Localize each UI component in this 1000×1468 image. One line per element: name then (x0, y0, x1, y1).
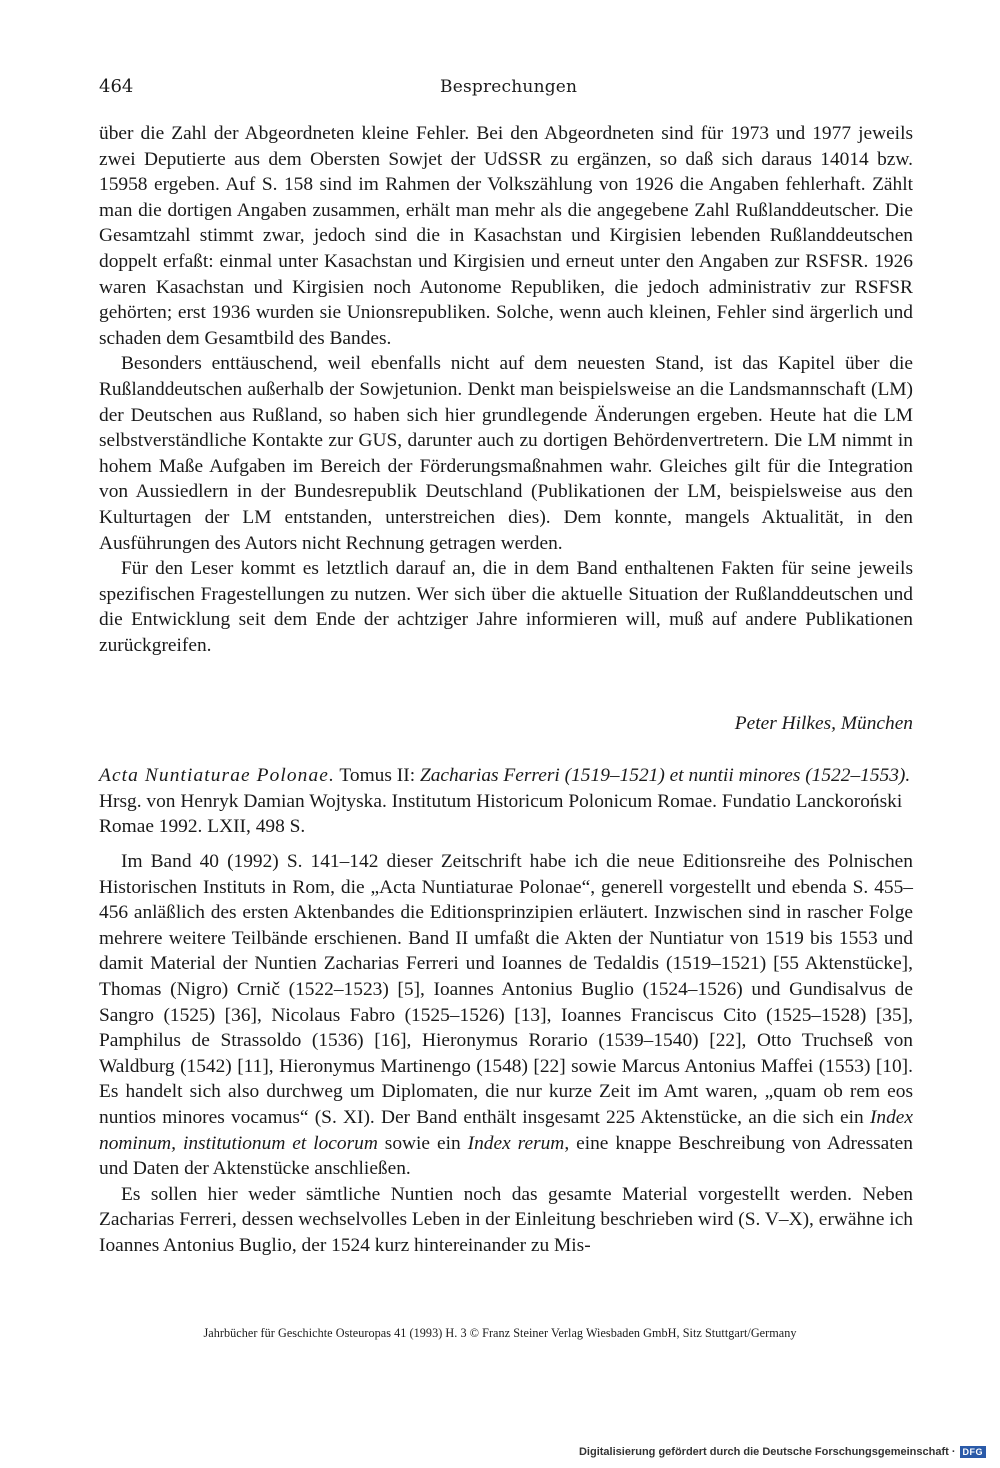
page-number: 464 (99, 76, 134, 97)
paragraph (99, 849, 913, 1182)
reviewer-signature: Peter Hilkes, München (734, 713, 913, 734)
index-title: Index nominum, institutionum et locorum (99, 1106, 913, 1154)
text-run: sowie ein (377, 1132, 468, 1154)
text-run: Im Band 40 (1992) S. 141–142 dieser Zeitschrift habe ich die neue Editionsreihe des Polnischen Historischen Instituts in Rom, die „Acta Nuntiaturae Polonae“, generell vorgestellt und ebenda S. 455–456 anläßlich des ersten Aktenbandes die Editionsprinzipien erläutert. Inzwischen sind in rascher Folge mehrere weitere Teilbände erschienen. Band II umfaßt die Akten der Nuntiatur von 1519 bis 1553 und damit Material der Nuntien Zacharias Ferreri und Ioannes de Tedaldis (1519–1521) [55 Aktenstücke], Thomas (Nigro) Crnič (1522–1523) [5], Ioannes Antonius Buglio (1524–1526) und Gundisalvus de Sangro (1525) [36], Nicolaus Fabro (1525–1526) [13], Ioannes Franciscus Cito (1525–1528) [35], Pamphilus de Strassoldo (1536) [16], Hieronymus Rorario (1539–1540) [22], Otto Truchseß von Waldburg (1542) [11], Hieronymus Martinengo (1548) [22] sowie Marcus Antonius Maffei (1553) [10]. Es handelt sich also durchweg um Diplomaten, die nur kurze Zeit im Amt waren, „quam ob rem eos nuntios minores vocamus“ (S. XI). Der Band enthält insgesamt 225 Aktenstücke, an die sich ein (99, 851, 913, 1128)
paragraph: Es sollen hier weder sämtliche Nuntien noch das gesamte Material vorgestellt werden. Neben Zacharias Ferreri, dessen wechselvolles Leben in der Einleitung beschrieben wird (S. V–X), erwähne ich Ioannes Antonius Buglio, der 1524 kurz hintereinander zu Mis- (99, 1183, 913, 1256)
paragraph: Besonders enttäuschend, weil ebenfalls nicht auf dem neuesten Stand, ist das Kapitel über die Rußlanddeutschen außerhalb der Sowjetunion. Denkt man beispielsweise an die Landsmannschaft (LM) der Deutschen aus Rußland, so haben sich hier grundlegende Änderungen ergeben. Heute hat die LM selbstverständliche Kontakte zur GUS, darunter auch zu dortigen Behördenvertretern. Die LM nimmt in hohem Maße Aufgaben im Bereich der Förderungsmaßnahmen wahr. Gleiches gilt für die Integration von Aussiedlern in der Bundesrepublik Deutschland (Publikationen der LM, beispielsweise aus den Kulturtagen der LM entstanden, unterstreichen dies). Dem konnte, mangels Aktualität, in den Ausführungen des Autors nicht Rechnung getragen werden. (99, 353, 913, 554)
review-continuation (99, 121, 913, 658)
dfg-logo: DFG (960, 1446, 987, 1458)
series-title: Acta Nuntiaturae Polonae. (99, 765, 335, 786)
text-run: , eine knappe Beschreibung von Adressaten und Daten der Aktenstücke anschließen. (99, 1132, 913, 1180)
digitization-text: Digitalisierung gefördert durch die Deutsche Forschungsgemeinschaft · (578, 1446, 956, 1458)
volume-title: Zacharias Ferreri (1519–1521) et nuntii minores (1522–1553). (419, 765, 911, 786)
citation-details: Hrsg. von Henryk Damian Wojtyska. Institutum Historicum Polonicum Romae. Fundatio Lanckoroński Romae 1992. LXII, 498 S. (99, 790, 903, 838)
tomus: Tomus II: (334, 765, 420, 786)
journal-footer: Jahrbücher für Geschichte Osteuropas 41 (1993) H. 3 © Franz Steiner Verlag Wiesbaden GmbH, Sitz Stuttgart/Germany (203, 1326, 797, 1340)
review-body (99, 849, 913, 1259)
digitization-note (579, 1446, 986, 1458)
paragraph: über die Zahl der Abgeordneten kleine Fehler. Bei den Abgeordneten sind für 1973 und 1977 jeweils zwei Deputierte aus dem Obersten Sowjet der UdSSR zu ergänzen, so daß sich daraus 14014 bzw. 15958 ergeben. Auf S. 158 sind im Rahmen der Volkszählung von 1926 die Angaben fehlerhaft. Zählt man die dortigen Angaben zusammen, erhält man mehr als die angegebene Zahl Rußlanddeutscher. Die Gesamtzahl stimmt zwar, jedoch sind die in Kasachstan und Kirgisien lebenden Rußlanddeutschen doppelt erfaßt: einmal unter Kasachstan und Kirgisien und erneut unter den Angaben zur RSFSR. 1926 waren Kasachstan und Kirgisien noch Autonome Republiken, die jedoch administrativ zur RSFSR gehörten; erst 1936 wurden sie Unionsrepubliken. Solche, wenn auch kleinen, Fehler sind ärgerlich und schaden dem Gesamtbild des Bandes. (99, 123, 913, 349)
running-title: Besprechungen (440, 77, 578, 97)
paragraph: Für den Leser kommt es letztlich darauf an, die in dem Band enthaltenen Fakten für seine jeweils spezifischen Fragestellungen zu nutzen. Wer sich über die aktuelle Situation der Rußlanddeutschen und die Entwicklung seit dem Ende der achtziger Jahre informieren will, muß auf andere Publikationen zurückgreifen. (99, 558, 913, 656)
book-citation (99, 763, 913, 840)
index-title: Index rerum (467, 1132, 565, 1154)
